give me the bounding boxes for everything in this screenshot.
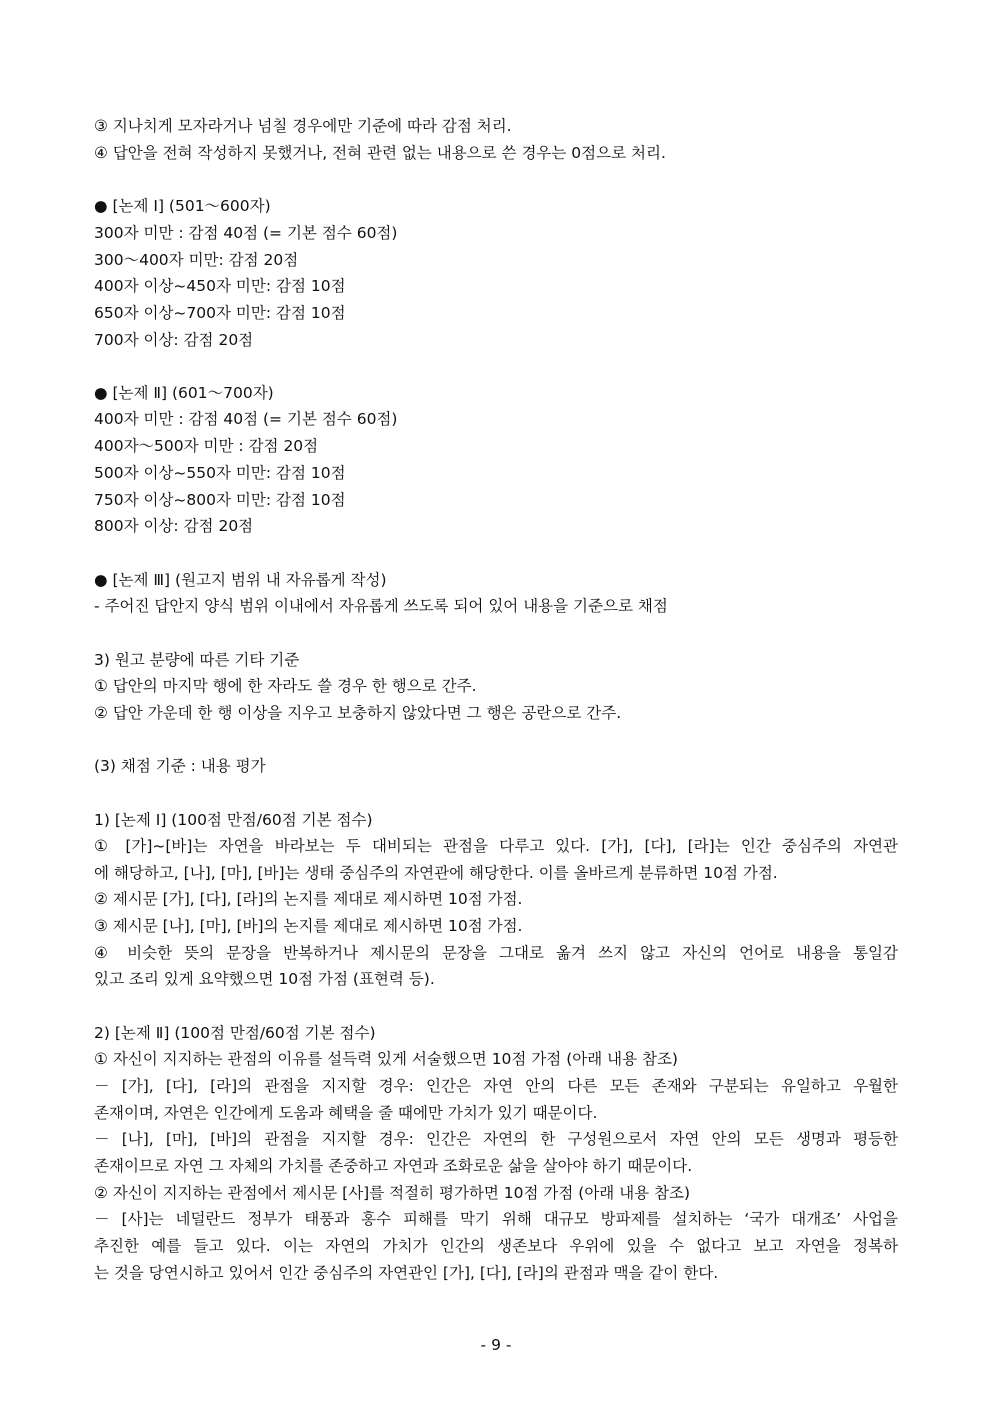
text-line: － [가], [다], [라]의 관점을 지지할 경우: 인간은 자연 안의 다른 모든 존재와 구분되는 유일하고 우월한 [94, 1077, 898, 1095]
text-line: ② 답안 가운데 한 행 이상을 지우고 보충하지 않았다면 그 행은 공란으로 간주. [94, 704, 622, 722]
text-line: 는 것을 당연시하고 있어서 인간 중심주의 자연관인 [가], [다], [라]의 관점과 맥을 같이 한다. [94, 1264, 719, 1282]
text-line: ② 자신이 지지하는 관점에서 제시문 [사]를 적절히 평가하면 10점 가점 (아래 내용 참조) [94, 1184, 691, 1202]
text-line: 500자 이상~550자 미만: 감점 10점 [94, 464, 346, 482]
text-line: 300～400자 미만: 감점 20점 [94, 251, 299, 269]
subsection-heading: 1) [논제 I] (100점 만점/60점 기본 점수) [94, 811, 373, 829]
text-line: － [사]는 네덜란드 정부가 태풍과 홍수 피해를 막기 위해 대규모 방파제를 설치하는 ‘국가 대개조’ 사업을 [94, 1210, 898, 1228]
text-line: 400자 미만 : 감점 40점 (= 기본 점수 60점) [94, 410, 398, 428]
text-line: ④ 답안을 전혀 작성하지 못했거나, 전혀 관련 없는 내용으로 쓴 경우는 0점으로 처리. [94, 144, 666, 162]
text-line: 추진한 예를 들고 있다. 이는 자연의 가치가 인간의 생존보다 우위에 있을 수 없다고 보고 자연을 정복하 [94, 1237, 898, 1255]
text-line: 800자 이상: 감점 20점 [94, 517, 254, 535]
text-line: ④ 비슷한 뜻의 문장을 반복하거나 제시문의 문장을 그대로 옮겨 쓰지 않고 자신의 언어로 내용을 통일감 [94, 944, 898, 962]
subsection-heading: 2) [논제 Ⅱ] (100점 만점/60점 기본 점수) [94, 1024, 376, 1042]
subsection-heading: 3) 원고 분량에 따른 기타 기준 [94, 651, 300, 669]
text-line: - 주어진 답안지 양식 범위 이내에서 자유롭게 쓰도록 되어 있어 내용을 기준으로 채점 [94, 597, 668, 615]
section-heading: (3) 채점 기준 : 내용 평가 [94, 757, 266, 775]
text-line: 750자 이상~800자 미만: 감점 10점 [94, 491, 346, 509]
text-line: ③ 제시문 [나], [마], [바]의 논지를 제대로 제시하면 10점 가점. [94, 917, 523, 935]
text-line: － [나], [마], [바]의 관점을 지지할 경우: 인간은 자연의 한 구성원으로서 자연 안의 모든 생명과 평등한 [94, 1130, 898, 1148]
text-line: 650자 이상~700자 미만: 감점 10점 [94, 304, 346, 322]
text-line: ② 제시문 [가], [다], [라]의 논지를 제대로 제시하면 10점 가점. [94, 890, 523, 908]
section-heading: ● [논제 Ⅲ] (원고지 범위 내 자유롭게 작성) [94, 571, 387, 589]
text-line: ① 자신이 지지하는 관점의 이유를 설득력 있게 서술했으면 10점 가점 (아래 내용 참조) [94, 1050, 678, 1068]
section-heading: ● [논제 Ⅰ] (501～600자) [94, 197, 271, 215]
text-line: 에 해당하고, [나], [마], [바]는 생태 중심주의 자연관에 해당한다. 이를 올바르게 분류하면 10점 가점. [94, 864, 778, 882]
text-line: 300자 미만 : 감점 40점 (= 기본 점수 60점) [94, 224, 398, 242]
text-line: 400자～500자 미만 : 감점 20점 [94, 437, 319, 455]
text-line: 존재이므로 자연 그 자체의 가치를 존중하고 자연과 조화로운 삶을 살아야 하기 때문이다. [94, 1157, 693, 1175]
text-line: 있고 조리 있게 요약했으면 10점 가점 (표현력 등). [94, 970, 435, 988]
text-line: ① 답안의 마지막 행에 한 자라도 쓸 경우 한 행으로 간주. [94, 677, 477, 695]
text-line: ③ 지나치게 모자라거나 넘칠 경우에만 기준에 따라 감점 처리. [94, 117, 512, 135]
section-heading: ● [논제 Ⅱ] (601～700자) [94, 384, 274, 402]
text-line: 700자 이상: 감점 20점 [94, 331, 254, 349]
text-line: ① [가]~[바]는 자연을 바라보는 두 대비되는 관점을 다루고 있다. [가], [다], [라]는 인간 중심주의 자연관 [94, 837, 898, 855]
text-line: 400자 이상~450자 미만: 감점 10점 [94, 277, 346, 295]
page-number: - 9 - [480, 1336, 512, 1354]
text-line: 존재이며, 자연은 인간에게 도움과 혜택을 줄 때에만 가치가 있기 때문이다. [94, 1104, 598, 1122]
